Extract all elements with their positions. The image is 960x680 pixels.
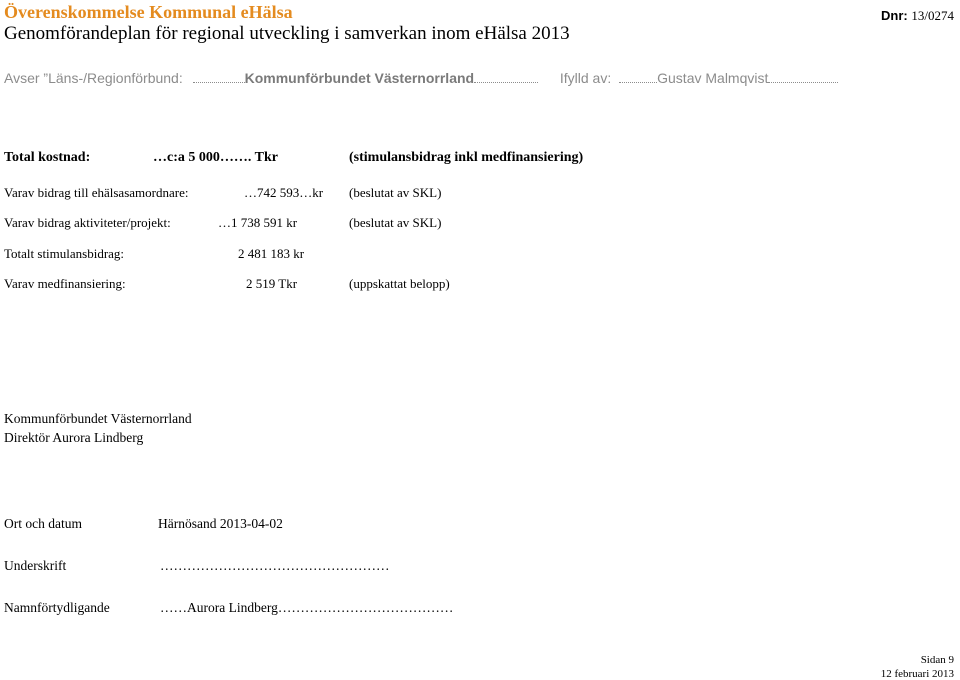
- total-cost-value: …c:a 5 000……. Tkr: [153, 150, 278, 165]
- place-date-value: Härnösand 2013-04-02: [158, 516, 283, 531]
- ifylld-value: Gustav Malmqvist: [657, 70, 769, 86]
- avser-value: Kommunförbundet Västernorrland: [244, 70, 475, 86]
- dnr-value: 13/0274: [911, 8, 954, 23]
- ifylld-label: Ifylld av:: [559, 70, 612, 86]
- cost-row-label: Varav medfinansiering:: [4, 276, 126, 291]
- cost-row-value: …1 738 591 kr: [218, 215, 298, 230]
- org-title: Överenskommelse Kommunal eHälsa: [4, 2, 293, 22]
- cost-row-note: (beslutat av SKL): [349, 215, 442, 230]
- dotted-leader: [619, 73, 657, 83]
- name-clarification-value: ……Aurora Lindberg…………………………………: [160, 600, 454, 615]
- cost-row-note: (beslutat av SKL): [349, 185, 442, 200]
- cost-row-label: Varav bidrag till ehälsasamordnare:: [4, 185, 189, 200]
- place-date-label: Ort och datum: [4, 516, 82, 531]
- total-cost-note: (stimulansbidrag inkl medfinansiering): [349, 150, 584, 165]
- dnr-label: Dnr:: [881, 8, 908, 23]
- signatory-org: Kommunförbundet Västernorrland: [4, 411, 192, 426]
- cost-row-label: Varav bidrag aktiviteter/projekt:: [4, 215, 171, 230]
- signatory-person: Direktör Aurora Lindberg: [4, 430, 144, 445]
- cost-row-value: …742 593…kr: [244, 185, 324, 200]
- name-clarification-label: Namnförtydligande: [4, 600, 110, 615]
- avser-label: Avser ”Läns-/Regionförbund:: [4, 70, 183, 86]
- signature-line: ……………………………………………: [160, 558, 390, 573]
- plan-title: Genomförandeplan för regional utveckling i samverkan inom eHälsa 2013: [4, 23, 570, 44]
- dotted-leader: [768, 73, 838, 83]
- cost-row-value: 2 519 Tkr: [246, 276, 298, 291]
- page-number: Sidan 9: [920, 654, 954, 666]
- dnr: [881, 8, 954, 24]
- total-cost-label: Total kostnad:: [4, 150, 91, 165]
- form-info-row: [4, 70, 838, 86]
- dotted-leader: [193, 73, 245, 83]
- cost-row-value: 2 481 183 kr: [238, 246, 305, 261]
- footer-date: 12 februari 2013: [880, 668, 954, 680]
- cost-row-note: (uppskattat belopp): [349, 276, 450, 291]
- signature-label: Underskrift: [4, 558, 67, 573]
- dotted-leader: [474, 73, 538, 83]
- cost-row-label: Totalt stimulansbidrag:: [4, 246, 125, 261]
